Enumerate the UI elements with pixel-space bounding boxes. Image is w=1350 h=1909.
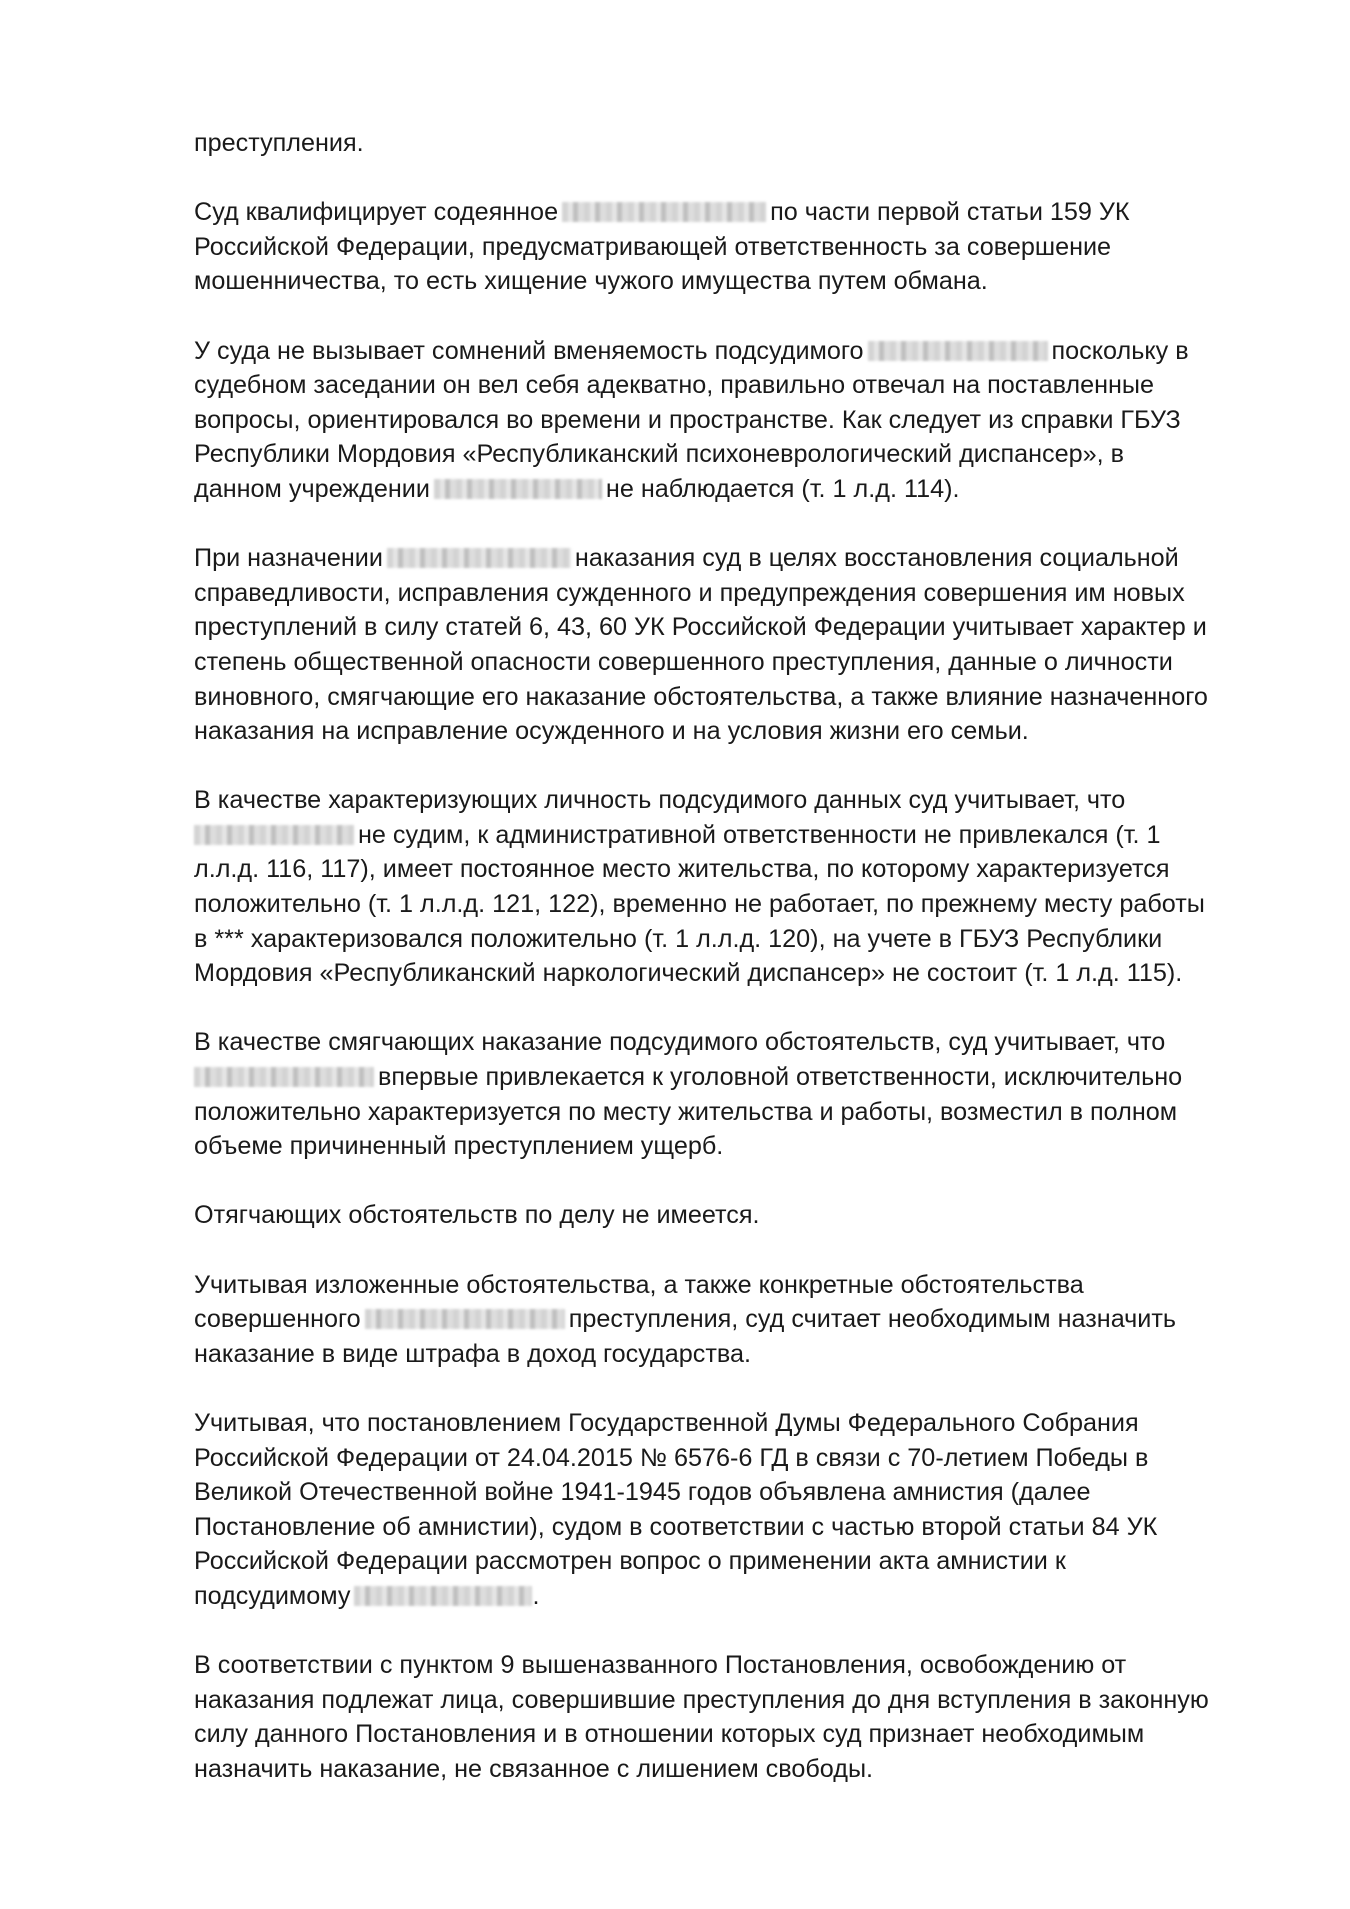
text-fragment: поскольку в (1051, 336, 1189, 365)
text-fragment: . (532, 1581, 540, 1610)
text-line: наказание в виде штрафа в доход государства. (194, 1339, 751, 1368)
paragraph-4 (194, 783, 1264, 991)
text-fragment: совершенного (194, 1305, 361, 1334)
text-fragment: Суд квалифицирует содеянное (194, 198, 559, 227)
paragraph-2 (194, 334, 1264, 507)
paragraph-1 (194, 195, 1264, 299)
text-fragment: впервые привлекается к уголовной ответственности, исключительно (378, 1063, 1183, 1092)
text-line (194, 334, 1264, 369)
redacted-name (387, 548, 571, 568)
text-line: Великой Отечественной войне 1941-1945 годов объявлена амнистия (далее (194, 1478, 1091, 1507)
text-line: Российской Федерации, предусматривающей ответственность за совершение (194, 232, 1112, 261)
paragraph-0 (194, 126, 1264, 161)
text-line: положительно характеризуется по месту жительства и работы, возместил в полном (194, 1097, 1178, 1126)
paragraph-3 (194, 541, 1264, 749)
text-line: наказания подлежат лица, совершившие преступления до дня вступления в законную (194, 1685, 1209, 1714)
text-line: вопросы, ориентировался во времени и пространстве. Как следует из справки ГБУЗ (194, 405, 1181, 434)
text-line: В качестве характеризующих личность подсудимого данных суд учитывает, что (194, 786, 1126, 815)
text-line: Учитывая, что постановлением Государственной Думы Федерального Собрания (194, 1408, 1139, 1437)
text-fragment: У суда не вызывает сомнений вменяемость подсудимого (194, 336, 864, 365)
text-line: Республики Мордовия «Республиканский психоневрологический диспансер», в (194, 440, 1124, 469)
text-line: судебном заседании он вел себя адекватно, правильно отвечал на поставленные (194, 371, 1155, 400)
text-line (194, 541, 1264, 576)
redacted-name (194, 1067, 374, 1087)
text-line (194, 818, 1264, 853)
text-line: в *** характеризовался положительно (т. 1 л.л.д. 120), на учете в ГБУЗ Республики (194, 924, 1163, 953)
redacted-name (354, 1586, 532, 1606)
text-line: справедливости, исправления сужденного и предупреждения совершения им новых (194, 578, 1185, 607)
text-line: преступлений в силу статей 6, 43, 60 УК Российской Федерации учитывает характер и (194, 613, 1207, 642)
text-fragment: по части первой статьи 159 УК (770, 198, 1130, 227)
text-line (194, 195, 1264, 230)
text-line: виновного, смягчающие его наказание обстоятельства, а также влияние назначенного (194, 682, 1208, 711)
text-line: В качестве смягчающих наказание подсудимого обстоятельств, суд учитывает, что (194, 1028, 1166, 1057)
redacted-name (365, 1309, 565, 1329)
text-line: объеме причиненный преступлением ущерб. (194, 1132, 724, 1161)
text-line: преступления. (194, 129, 364, 157)
text-fragment: подсудимому (194, 1581, 351, 1610)
text-line: Учитывая изложенные обстоятельства, а также конкретные обстоятельства (194, 1270, 1084, 1299)
redacted-name (434, 479, 602, 499)
paragraph-7 (194, 1268, 1264, 1372)
paragraph-9 (194, 1648, 1264, 1786)
paragraph-5 (194, 1025, 1264, 1163)
text-fragment: данном учреждении (194, 474, 430, 503)
text-line: степень общественной опасности совершенного преступления, данные о личности (194, 647, 1173, 676)
text-fragment: не судим, к административной ответственности не привлекался (т. 1 (358, 820, 1161, 849)
document-body (194, 126, 1264, 1821)
text-line: Постановление об амнистии), судом в соответствии с частью второй статьи 84 УК (194, 1512, 1158, 1541)
text-line: наказания на исправление осужденного и на условия жизни его семьи. (194, 717, 1029, 746)
redacted-name (868, 341, 1048, 361)
redacted-name (194, 825, 354, 845)
text-line (194, 472, 1264, 507)
text-fragment: преступления, суд считает необходимым назначить (568, 1305, 1177, 1334)
text-fragment: При назначении (194, 544, 383, 573)
text-line: Отягчающих обстоятельств по делу не имеется. (194, 1201, 760, 1230)
text-line: Российской Федерации рассмотрен вопрос о применении акта амнистии к (194, 1547, 1066, 1576)
text-line (194, 1302, 1264, 1337)
paragraph-6 (194, 1198, 1264, 1233)
text-line: назначить наказание, не связанное с лишением свободы. (194, 1754, 874, 1783)
text-line: силу данного Постановления и в отношении которых суд признает необходимым (194, 1720, 1145, 1749)
text-fragment: наказания суд в целях восстановления социальной (574, 544, 1179, 573)
paragraph-8 (194, 1406, 1264, 1614)
text-line: Российской Федерации от 24.04.2015 № 6576-6 ГД в связи с 70-летием Победы в (194, 1443, 1149, 1472)
text-fragment: не наблюдается (т. 1 л.д. 114). (605, 474, 960, 503)
text-line: мошенничества, то есть хищение чужого имущества путем обмана. (194, 267, 988, 296)
text-line (194, 1579, 1264, 1614)
text-line: В соответствии с пунктом 9 вышеназванного Постановления, освобождению от (194, 1651, 1127, 1680)
text-line (194, 1060, 1264, 1095)
redacted-name (562, 202, 766, 222)
text-line: положительно (т. 1 л.л.д. 121, 122), временно не работает, по прежнему месту работы (194, 890, 1205, 919)
text-line: л.л.д. 116, 117), имеет постоянное место жительства, по которому характеризуется (194, 855, 1170, 884)
text-line: Мордовия «Республиканский наркологический диспансер» не состоит (т. 1 л.д. 115). (194, 959, 1183, 988)
